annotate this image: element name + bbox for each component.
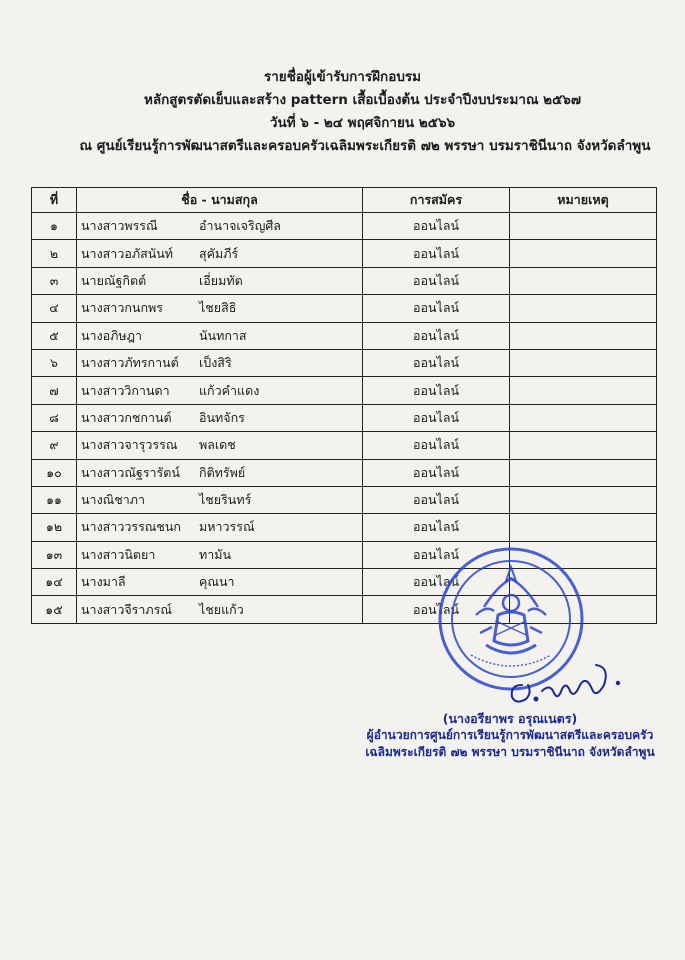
row-first-name: นางสาวกนกพร [81, 300, 163, 316]
row-number: ๑๕ [32, 596, 77, 623]
header-title: รายชื่อผู้เข้ารับการฝึกอบรม [263, 69, 422, 85]
row-first-name: นางสาวณัฐรารัตน์ [81, 464, 180, 480]
row-registration: ออนไลน์ [363, 541, 510, 568]
signer-title-2: เฉลิมพระเกียรติ ๗๒ พรรษา บรมราชินีนาถ จังหวัดลำพูน [365, 745, 655, 759]
row-full-name [77, 459, 363, 486]
table-row [32, 432, 657, 459]
row-last-name: ไชยแก้ว [199, 601, 244, 617]
signer-title: ผู้อำนวยการศูนย์การเรียนรู้การพัฒนาสตรีและครอบครัว [366, 728, 654, 742]
row-remark [510, 377, 657, 404]
row-registration: ออนไลน์ [363, 322, 510, 349]
table-row [32, 349, 657, 376]
row-first-name: นางสาวพรรณี [81, 218, 158, 234]
row-last-name: ไชยสิธิ [199, 300, 237, 316]
row-registration: ออนไลน์ [363, 213, 510, 240]
row-remark [510, 349, 657, 376]
table-row [32, 213, 657, 240]
signature-icon [500, 655, 630, 715]
row-full-name [77, 377, 363, 404]
row-remark [510, 240, 657, 267]
row-registration: ออนไลน์ [363, 377, 510, 404]
table-row [32, 514, 657, 541]
row-last-name: กิติทรัพย์ [199, 464, 246, 480]
row-first-name: นางอภิษฎา [81, 327, 143, 343]
row-first-name: นางสาวจารุวรรณ [81, 437, 178, 453]
row-first-name: นางสาวกชกานต์ [81, 409, 172, 425]
row-full-name [77, 541, 363, 568]
row-last-name: เอี่ยมทัต [199, 272, 243, 288]
row-first-name: นางสาวภัทรกานต์ [81, 355, 179, 371]
table-row [32, 404, 657, 431]
row-full-name [77, 295, 363, 322]
header-date: วันที่ ๖ - ๒๔ พฤศจิกายน ๒๕๖๖ [269, 115, 456, 131]
row-full-name [77, 267, 363, 294]
row-last-name: อินทจักร [199, 409, 245, 425]
row-registration: ออนไลน์ [363, 349, 510, 376]
row-number: ๑๓ [32, 541, 77, 568]
row-registration: ออนไลน์ [363, 432, 510, 459]
col-header-name: ชื่อ - นามสกุล [77, 188, 363, 213]
row-last-name: อำนาจเจริญศีล [199, 218, 281, 234]
row-full-name [77, 240, 363, 267]
row-number: ๕ [32, 322, 77, 349]
row-full-name [77, 349, 363, 376]
row-full-name [77, 486, 363, 513]
row-registration: ออนไลน์ [363, 569, 510, 596]
row-first-name: นางมาลี [81, 574, 126, 590]
row-number: ๑๔ [32, 569, 77, 596]
row-registration: ออนไลน์ [363, 459, 510, 486]
row-number: ๖ [32, 349, 77, 376]
row-number: ๓ [32, 267, 77, 294]
table-row [32, 459, 657, 486]
row-remark [510, 514, 657, 541]
row-last-name: แก้วคำแดง [199, 382, 260, 398]
row-last-name: คุณนา [199, 574, 235, 590]
col-header-registration: การสมัคร [363, 188, 510, 213]
row-first-name: นางสาววิกานดา [81, 382, 170, 398]
col-header-remark: หมายเหตุ [510, 188, 657, 213]
row-registration: ออนไลน์ [363, 514, 510, 541]
row-first-name: นางสาวนิตยา [81, 546, 156, 562]
row-full-name [77, 322, 363, 349]
row-remark [510, 267, 657, 294]
row-registration: ออนไลน์ [363, 295, 510, 322]
table-row [32, 240, 657, 267]
table-row [32, 267, 657, 294]
row-number: ๗ [32, 377, 77, 404]
row-last-name: นันทกาส [199, 327, 247, 343]
row-first-name: นางสาวจีราภรณ์ [81, 601, 172, 617]
row-number: ๒ [32, 240, 77, 267]
row-number: ๑๑ [32, 486, 77, 513]
row-full-name [77, 432, 363, 459]
table-row [32, 322, 657, 349]
row-last-name: สุคัมภีร์ [199, 245, 239, 261]
row-remark [510, 486, 657, 513]
signer-name: (นางอรียาพร อรุณเนตร) [442, 711, 578, 726]
row-full-name [77, 213, 363, 240]
row-full-name [77, 514, 363, 541]
col-header-no: ที่ [32, 188, 77, 213]
table-row [32, 295, 657, 322]
row-full-name [77, 596, 363, 623]
row-remark [510, 459, 657, 486]
row-full-name [77, 569, 363, 596]
row-last-name: มหาวรรณ์ [199, 519, 255, 535]
row-last-name: ทามัน [199, 546, 232, 562]
row-number: ๑ [32, 213, 77, 240]
table-row [32, 486, 657, 513]
table-row [32, 377, 657, 404]
row-first-name: นางณิชาภา [81, 492, 146, 508]
row-remark [510, 295, 657, 322]
row-registration: ออนไลน์ [363, 240, 510, 267]
document-header [0, 66, 685, 158]
row-number: ๑๐ [32, 459, 77, 486]
row-remark [510, 404, 657, 431]
row-first-name: นายณัฐกิตต์ [81, 272, 147, 288]
row-registration: ออนไลน์ [363, 267, 510, 294]
row-remark [510, 322, 657, 349]
row-full-name [77, 404, 363, 431]
row-remark [510, 213, 657, 240]
row-registration: ออนไลน์ [363, 486, 510, 513]
header-venue: ณ ศูนย์เรียนรู้การพัฒนาสตรีและครอบครัวเฉลิมพระเกียรติ ๗๒ พรรษา บรมราชินีนาถ จังหวัดลำพูน [79, 138, 651, 154]
signer-block [340, 710, 680, 761]
row-first-name: นางสาววรรณชนก [81, 519, 181, 535]
row-number: ๙ [32, 432, 77, 459]
row-registration: ออนไลน์ [363, 596, 510, 623]
header-course: หลักสูตรตัดเย็บและสร้าง pattern เสื้อเบื้องต้น ประจำปีงบประมาณ ๒๕๖๗ [143, 92, 582, 108]
row-last-name: เป็งสิริ [199, 355, 232, 371]
row-remark [510, 432, 657, 459]
row-number: ๘ [32, 404, 77, 431]
row-number: ๑๒ [32, 514, 77, 541]
row-last-name: พลเดช [199, 437, 236, 453]
table-header-row [32, 188, 657, 213]
row-number: ๔ [32, 295, 77, 322]
row-registration: ออนไลน์ [363, 404, 510, 431]
row-last-name: ไชยรินทร์ [199, 492, 252, 508]
row-first-name: นางสาวอภัสนันท์ [81, 245, 174, 261]
